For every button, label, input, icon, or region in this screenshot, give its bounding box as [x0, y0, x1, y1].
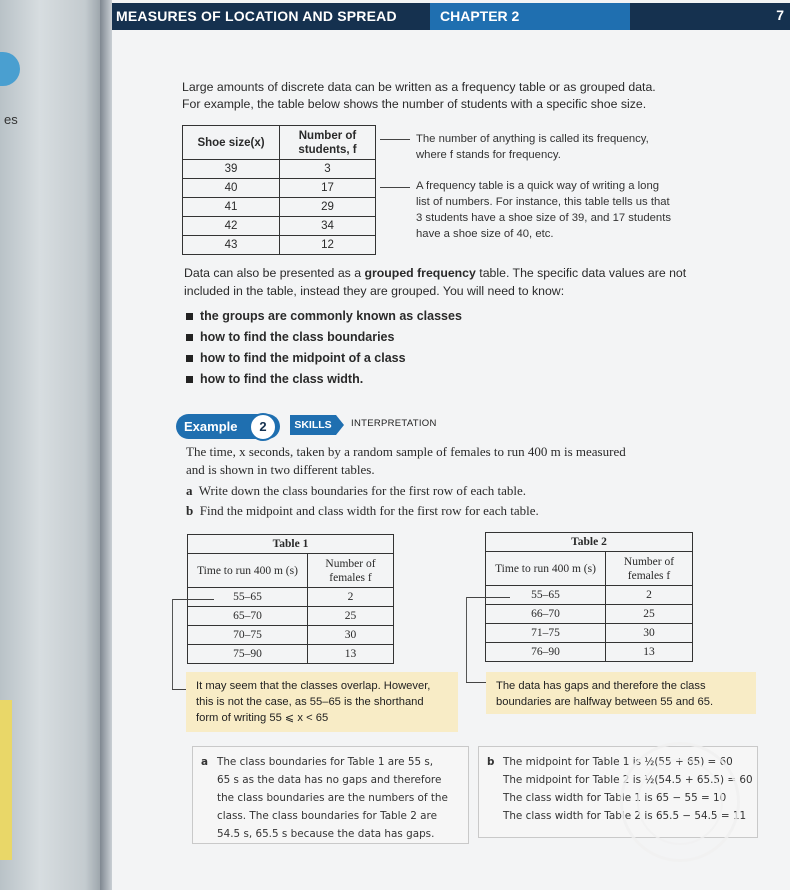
text-run: table. The specific data values are not: [475, 266, 687, 280]
gaps-callout: [486, 672, 756, 714]
answer-label: b: [487, 756, 495, 768]
previous-page-yellow-band: [0, 700, 12, 860]
answer-a-text: [217, 753, 448, 843]
answer-b-text: [503, 753, 753, 825]
previous-page-fragment: es: [4, 112, 18, 127]
table-row: [188, 645, 394, 664]
example-intro-2: and is shown in two different tables.: [186, 462, 375, 477]
table-cell: 25: [308, 607, 394, 626]
example-number: 2: [249, 413, 277, 441]
note-line: 3 students have a shoe size of 39, and 17 students: [416, 212, 671, 224]
students-header: Number of students, f: [280, 126, 376, 160]
table-row: [183, 179, 376, 198]
example-part-b: [186, 502, 539, 520]
example-part-a: [186, 482, 526, 500]
grouped-line-2: included in the table, instead they are grouped. You will need to know:: [184, 284, 565, 298]
table-cell: 30: [308, 626, 394, 645]
text-run: Data can also be presented as a: [184, 266, 365, 280]
table-row: [183, 198, 376, 217]
table-cell: 29: [280, 198, 376, 217]
table-cell: 70–75: [188, 626, 308, 645]
page-number: 7: [776, 7, 784, 23]
note-line: have a shoe size of 40, etc.: [416, 228, 554, 240]
callout-connector: [466, 597, 510, 598]
table-row: [486, 624, 693, 643]
skills-arrow-icon: [336, 415, 344, 435]
shoe-size-header: Shoe size(x): [183, 126, 280, 160]
time-header: Time to run 400 m (s): [486, 552, 606, 586]
skills-name: INTERPRETATION: [351, 418, 437, 429]
previous-page-ghost-text: [8, 40, 78, 260]
table-title: Table 2: [486, 533, 693, 552]
note-leader-line: [380, 187, 410, 188]
callout-connector: [466, 597, 467, 682]
answer-a-box: [192, 746, 469, 844]
table-cell: 13: [606, 643, 693, 662]
answer-line: the class boundaries are the numbers of the: [217, 792, 448, 804]
list-item: the groups are commonly known as classes: [184, 306, 462, 327]
table-cell: 2: [308, 588, 394, 607]
callout-line: It may seem that the classes overlap. However,: [196, 680, 431, 692]
shoe-size-table: [182, 125, 376, 255]
previous-page-edge: [0, 0, 100, 890]
females-header: Number of females f: [606, 552, 693, 586]
callout-line: this is not the case, as 55–65 is the shorthand: [196, 696, 424, 708]
skills-tag: SKILLS: [290, 415, 336, 435]
part-text: Write down the class boundaries for the first row of each table.: [198, 483, 527, 498]
part-label: b: [186, 503, 194, 518]
table-cell: 71–75: [486, 624, 606, 643]
table-row: [486, 643, 693, 662]
table-row: [183, 236, 376, 255]
table-row: [486, 586, 693, 605]
part-text: Find the midpoint and class width for the first row for each table.: [199, 503, 539, 518]
answer-label: a: [201, 756, 209, 768]
grouped-line-1: [184, 264, 686, 282]
table-cell: 41: [183, 198, 280, 217]
note-line: A frequency table is a quick way of writing a long: [416, 180, 660, 192]
knowledge-list: [184, 306, 462, 390]
list-item: how to find the midpoint of a class: [184, 348, 462, 369]
table-cell: 3: [280, 160, 376, 179]
table-row: [188, 588, 394, 607]
grouped-frequency-term: grouped frequency: [364, 266, 476, 280]
table-row: [188, 607, 394, 626]
callout-line: The data has gaps and therefore the class: [496, 680, 706, 692]
answer-line: 65 s as the data has no gaps and therefore: [217, 774, 442, 786]
callout-connector: [172, 599, 173, 689]
answer-line: The class width for Table 1 is 65 − 55 = 10: [503, 792, 727, 804]
note-line: list of numbers. For instance, this table tells us that: [416, 196, 670, 208]
table-row: [188, 626, 394, 645]
example-intro-1: The time, x seconds, taken by a random sample of females to run 400 m is measured: [186, 444, 626, 459]
chapter-label: CHAPTER 2: [430, 3, 630, 30]
callout-connector: [466, 682, 486, 683]
table-cell: 2: [606, 586, 693, 605]
table-cell: 13: [308, 645, 394, 664]
overlap-callout: [186, 672, 458, 732]
intro-line-2: For example, the table below shows the number of students with a specific shoe size.: [182, 97, 647, 111]
table-title: Table 1: [188, 535, 394, 554]
table-cell: 17: [280, 179, 376, 198]
table-row: [486, 605, 693, 624]
answer-line: 54.5 s, 65.5 s because the data has gaps.: [217, 828, 435, 840]
callout-line: boundaries are halfway between 55 and 65.: [496, 696, 714, 708]
answer-line: The midpoint for Table 2 is ½(54.5 + 65.5) = 60: [503, 774, 753, 786]
table-cell: 55–65: [486, 586, 606, 605]
table-row: [183, 217, 376, 236]
table-cell: 43: [183, 236, 280, 255]
table-cell: 66–70: [486, 605, 606, 624]
answer-line: class. The class boundaries for Table 2 are: [217, 810, 437, 822]
answer-line: The class boundaries for Table 1 are 55 s,: [217, 756, 434, 768]
list-item: how to find the class width.: [184, 369, 462, 390]
table-cell: 42: [183, 217, 280, 236]
time-header: Time to run 400 m (s): [188, 554, 308, 588]
answer-line: The midpoint for Table 1 is ½(55 + 65) = 60: [503, 756, 733, 768]
book-page: [112, 0, 790, 890]
table-cell: 25: [606, 605, 693, 624]
table-cell: 39: [183, 160, 280, 179]
table-cell: 12: [280, 236, 376, 255]
example-label: Example: [176, 414, 280, 439]
table-row: [183, 160, 376, 179]
answer-b-box: [478, 746, 758, 838]
table-cell: 65–70: [188, 607, 308, 626]
table-cell: 34: [280, 217, 376, 236]
example-table-1: [187, 534, 394, 664]
page-header: [112, 3, 790, 30]
table-cell: 40: [183, 179, 280, 198]
example-table-2: [485, 532, 693, 662]
table-cell: 55–65: [188, 588, 308, 607]
note-line: The number of anything is called its frequency,: [416, 133, 649, 145]
callout-connector: [172, 689, 186, 690]
table-cell: 75–90: [188, 645, 308, 664]
part-label: a: [186, 483, 193, 498]
book-gutter: [100, 0, 112, 890]
females-header: Number of females f: [308, 554, 394, 588]
list-item: how to find the class boundaries: [184, 327, 462, 348]
table-cell: 76–90: [486, 643, 606, 662]
table-note: [416, 178, 671, 242]
note-leader-line: [380, 139, 410, 140]
note-line: where f stands for frequency.: [416, 149, 561, 161]
callout-connector: [172, 599, 214, 600]
section-title: MEASURES OF LOCATION AND SPREAD: [116, 8, 397, 24]
intro-line-1: Large amounts of discrete data can be written as a frequency table or as grouped data.: [182, 80, 656, 94]
callout-line: form of writing 55 ⩽ x < 65: [196, 712, 329, 724]
answer-line: The class width for Table 2 is 65.5 − 54.5 = 11: [503, 810, 747, 822]
table-cell: 30: [606, 624, 693, 643]
frequency-note: [416, 131, 649, 163]
